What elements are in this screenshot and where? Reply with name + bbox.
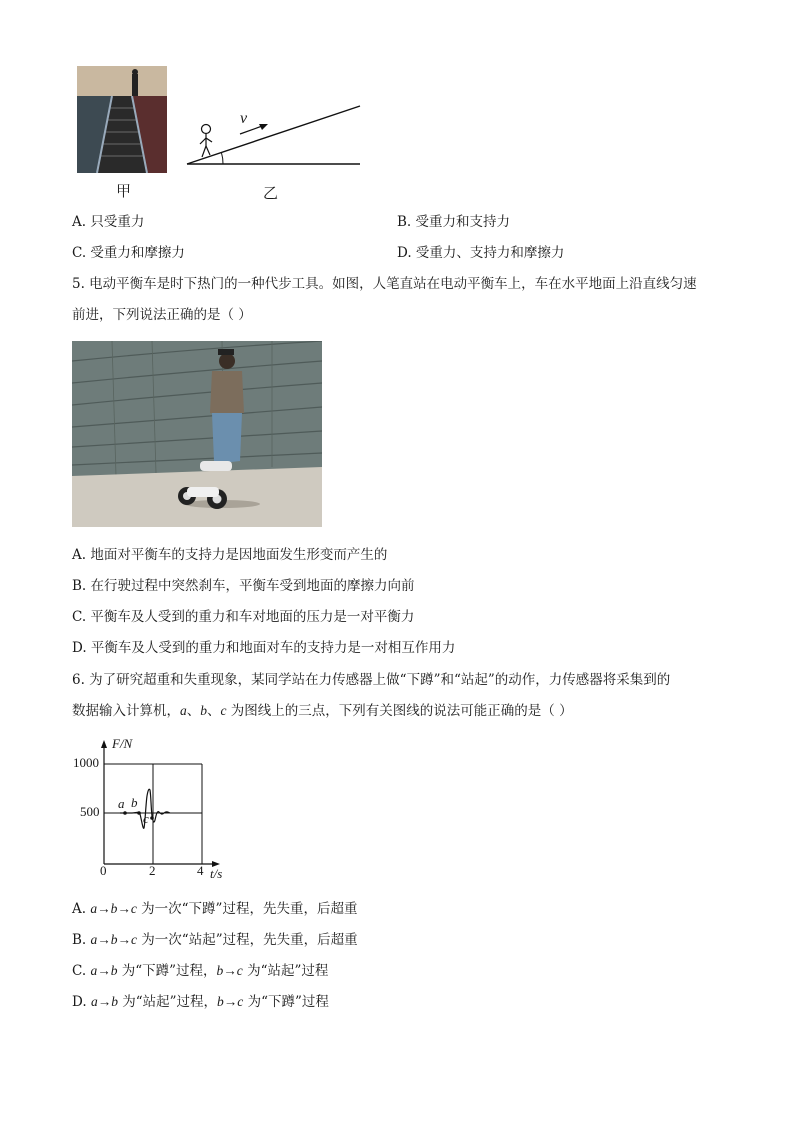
graph-y-label [112,736,132,752]
incline-diagram [185,100,365,170]
q6-option-c-prefix: C. [72,963,91,979]
q6-sep2: 、 [207,703,221,719]
q6-option-a-text: 为一次“下蹲”过程，先失重，后超重 [136,901,358,917]
balance-scooter-photo [72,341,322,527]
q4-option-b: B. 受重力和支持力 [397,214,511,230]
q5-option-d: D. 平衡车及人受到的重力和地面对车的支持力是一对相互作用力 [72,640,456,656]
q6-option-d-mid: 为“站起”过程， [117,994,218,1010]
q6-point-a: a [180,703,187,718]
q6-option-c-mid: 为“下蹲”过程， [117,963,217,979]
q6-line2-pre: 数据输入计算机， [72,703,180,719]
q6-option-a-path: a→b→c [90,901,137,916]
graph-y-tick-500: 500 [80,804,100,819]
q5-stem-line1: 5. 电动平衡车是时下热门的一种代步工具。如图，人笔直站在电动平衡车上，车在水平地面上沿直线匀速 [72,276,697,292]
graph-point-b: b [131,795,138,810]
q6-sep1: 、 [186,703,201,719]
q5-option-a: A. 地面对平衡车的支持力是因地面发生形变而产生的 [72,547,388,563]
q5-stem-line2: 前进，下列说法正确的是（ ） [72,307,252,323]
q6-option-a-prefix: A. [72,901,91,917]
q6-stem-line1: 6. 为了研究超重和失重现象，某同学站在力传感器上做“下蹲”和“站起”的动作，力传感器将采集到的 [72,672,671,688]
q6-option-a [72,899,357,919]
q6-option-b [72,930,358,950]
q6-option-d [72,992,329,1012]
figure-jia-caption: 甲 [116,182,132,200]
q5-option-b: B. 在行驶过程中突然刹车，平衡车受到地面的摩擦力向前 [72,578,415,594]
graph-x-tick-0: 0 [100,863,107,878]
q5-option-c: C. 平衡车及人受到的重力和车对地面的压力是一对平衡力 [72,609,415,625]
q6-line2-post: 为图线上的三点，下列有关图线的说法可能正确的是（ ） [226,703,573,719]
graph-y-tick-1000: 1000 [73,755,99,770]
q6-option-b-prefix: B. [72,932,91,948]
q6-option-d-path1: a→b [90,994,118,1009]
q6-option-b-path: a→b→c [90,932,138,947]
q4-option-a: A. 只受重力 [72,214,145,230]
graph-point-a: a [118,796,125,811]
graph-point-c: c [143,811,149,826]
q6-option-d-text: 为“下蹲”过程 [243,994,329,1010]
escalator-photo [77,66,167,173]
q6-option-c-path1: a→b [90,963,118,978]
q4-option-d: D. 受重力、支持力和摩擦力 [397,245,565,261]
velocity-label: v [240,110,248,127]
graph-x-tick-4: 4 [197,863,204,878]
q6-point-c: c [220,703,227,718]
q6-option-c [72,961,328,981]
q6-stem-line2 [72,701,573,721]
graph-y-axis-label: F/N [112,736,133,751]
figure-yi-caption: 乙 [263,184,279,202]
q6-option-d-prefix: D. [72,994,91,1010]
q6-point-b: b [200,703,207,718]
q6-option-b-text: 为一次“站起”过程，先失重，后超重 [137,932,358,948]
q6-option-c-text: 为“站起”过程 [242,963,329,979]
graph-x-tick-2: 2 [149,863,156,878]
graph-x-axis-label: t/s [210,866,223,881]
q4-option-c: C. 受重力和摩擦力 [72,245,185,261]
q6-option-d-path2: b→c [217,994,244,1009]
q6-option-c-path2: b→c [216,963,243,978]
